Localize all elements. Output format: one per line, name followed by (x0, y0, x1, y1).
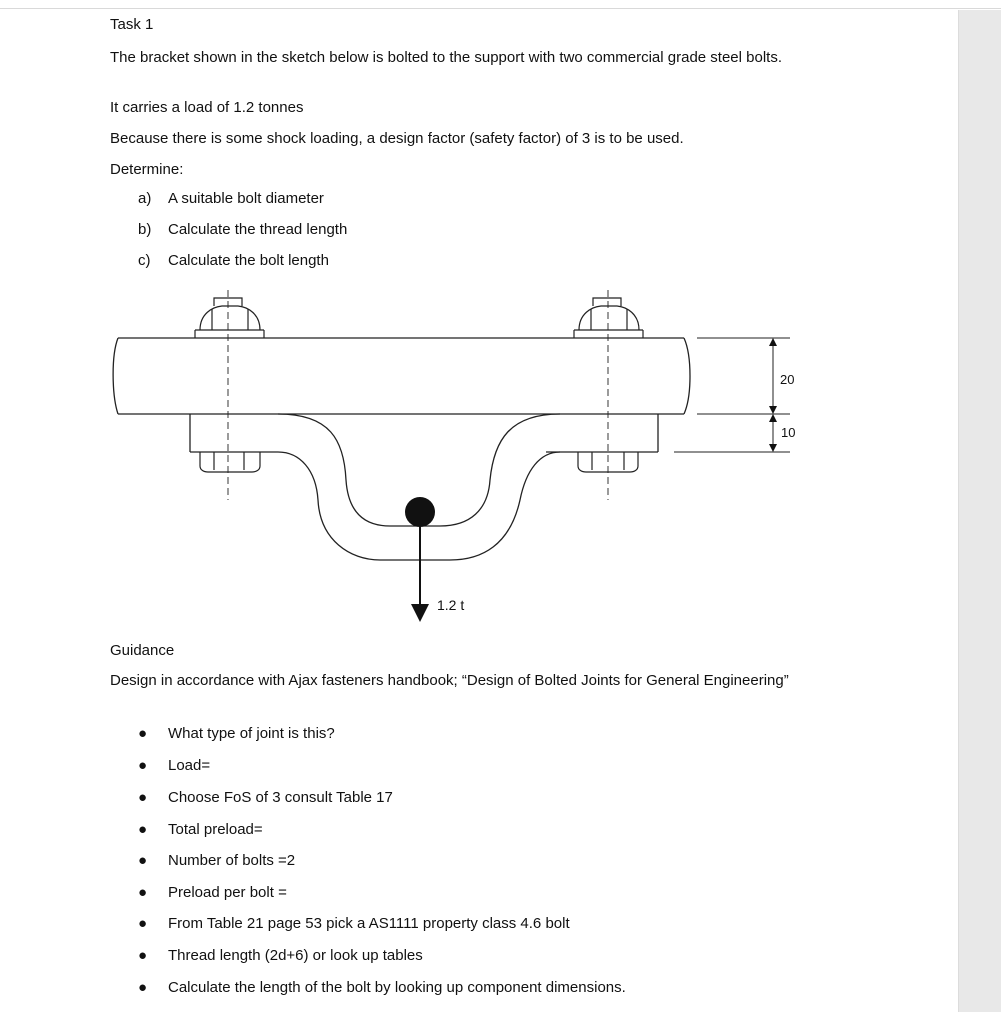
right-bolt-head (574, 290, 643, 500)
load-label: 1.2 t (437, 597, 465, 613)
bullet-icon: ● (138, 947, 148, 964)
dimension-top-label: 20 (780, 372, 795, 387)
support-plate (113, 338, 690, 414)
bullet-icon: ● (138, 821, 148, 838)
task-load: It carries a load of 1.2 tonnes (110, 99, 304, 116)
guidance-bullet: What type of joint is this? (168, 725, 335, 742)
left-bolt-head (195, 290, 264, 500)
list-item-text: Calculate the thread length (168, 221, 348, 238)
list-item-text: Calculate the bolt length (168, 252, 329, 269)
guidance-bullet: Number of bolts =2 (168, 852, 296, 869)
list-item-label: a) (138, 190, 152, 207)
bullet-icon: ● (138, 757, 148, 774)
list-item-label: c) (138, 252, 151, 269)
guidance-bullet: Preload per bolt = (168, 884, 287, 901)
guidance-bullet: Total preload= (168, 821, 263, 838)
left-nut (200, 452, 260, 472)
bullet-icon: ● (138, 979, 148, 996)
task-shock: Because there is some shock loading, a design factor (safety factor) of 3 is to be used. (110, 130, 684, 147)
task-title: Task 1 (110, 16, 154, 33)
bullet-icon: ● (138, 852, 148, 869)
bullet-icon: ● (138, 789, 148, 806)
bullet-icon: ● (138, 725, 148, 742)
task-intro: The bracket shown in the sketch below is bolted to the support with two commercial grade steel bolts. (110, 49, 783, 66)
bullet-icon: ● (138, 915, 148, 932)
guidance-bullet: From Table 21 page 53 pick a AS1111 property class 4.6 bolt (168, 915, 570, 932)
guidance-bullet: Choose FoS of 3 consult Table 17 (168, 789, 393, 806)
guidance-heading: Guidance (110, 642, 175, 659)
list-item-label: b) (138, 221, 152, 238)
dimension-lines (674, 338, 790, 452)
guidance-bullet: Load= (168, 757, 211, 774)
guidance-bullet: Thread length (2d+6) or look up tables (168, 947, 423, 964)
dimension-bottom-label: 10 (781, 425, 796, 440)
task-determine: Determine: (110, 161, 184, 178)
guidance-bullet: Calculate the length of the bolt by looking up component dimensions. (168, 979, 626, 996)
guidance-text: Design in accordance with Ajax fasteners handbook; “Design of Bolted Joints for General Engineering” (110, 672, 789, 689)
bracket (190, 414, 658, 560)
list-item-text: A suitable bolt diameter (168, 190, 324, 207)
bullet-icon: ● (138, 884, 148, 901)
